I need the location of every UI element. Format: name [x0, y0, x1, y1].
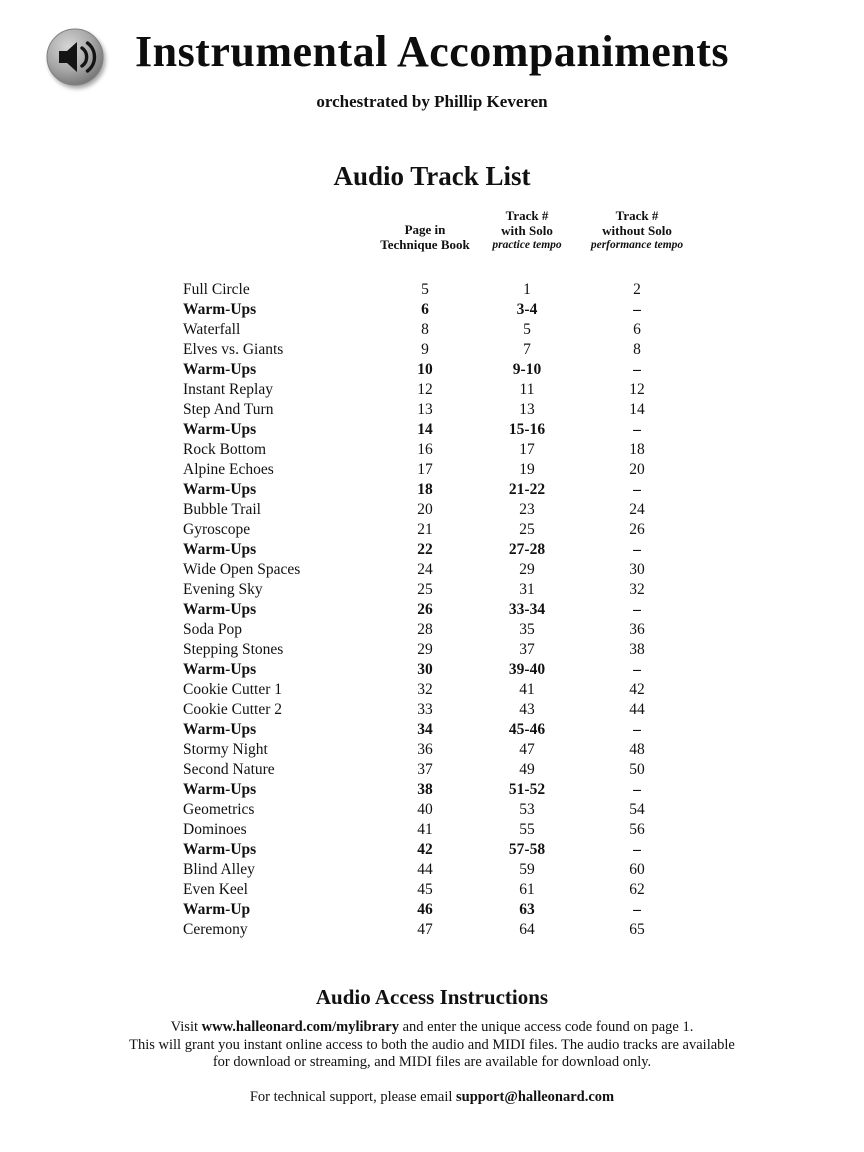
technical-support-line [0, 1089, 864, 1106]
track-row [183, 780, 697, 800]
track-page-cell: 26 [417, 601, 433, 619]
track-row [183, 660, 697, 680]
track-page-cell: 14 [417, 421, 433, 439]
track-page-cell: 13 [417, 401, 433, 419]
track-without-solo-cell: 62 [629, 881, 645, 899]
track-page-cell: 33 [417, 701, 433, 719]
track-with-solo-cell: 39-40 [508, 661, 546, 679]
track-row [183, 640, 697, 660]
track-page-cell: 25 [417, 581, 433, 599]
track-row [183, 800, 697, 820]
track-title-cell: Waterfall [183, 321, 241, 339]
track-without-solo-cell: 6 [633, 321, 641, 339]
track-page-cell: 18 [417, 481, 433, 499]
track-row [183, 340, 697, 360]
track-without-solo-cell: – [633, 841, 641, 859]
track-page-cell: 24 [417, 561, 433, 579]
track-with-solo-cell: 25 [519, 521, 535, 539]
track-without-solo-cell: 18 [629, 441, 645, 459]
track-page-cell: 47 [417, 921, 433, 939]
track-without-solo-cell: 36 [629, 621, 645, 639]
track-without-solo-cell: – [633, 481, 641, 499]
column-header-page-line2: Technique Book [380, 236, 470, 252]
track-page-cell: 16 [417, 441, 433, 459]
track-with-solo-cell: 35 [519, 621, 535, 639]
column-header-without-solo [577, 208, 697, 252]
track-with-solo-cell: 49 [519, 761, 535, 779]
column-header-page-line1: Page in [404, 221, 446, 237]
track-without-solo-cell: 12 [629, 381, 645, 399]
instructions-body [0, 1019, 864, 1072]
track-without-solo-cell: 24 [629, 501, 645, 519]
track-title-cell: Warm-Ups [183, 541, 257, 559]
track-with-solo-cell: 53 [519, 801, 535, 819]
track-without-solo-cell: – [633, 661, 641, 679]
track-with-solo-cell: 51-52 [508, 781, 546, 799]
track-row [183, 820, 697, 840]
track-table [183, 208, 697, 940]
track-with-solo-cell: 3-4 [516, 301, 538, 319]
track-row [183, 920, 697, 940]
track-title-cell: Elves vs. Giants [183, 341, 284, 359]
track-with-solo-cell: 37 [519, 641, 535, 659]
instructions-visit-suffix: and enter the unique access code found on page 1. [399, 1019, 694, 1035]
track-row [183, 440, 697, 460]
track-without-solo-cell: – [633, 421, 641, 439]
track-without-solo-cell: 42 [629, 681, 645, 699]
track-row [183, 760, 697, 780]
track-title-cell: Instant Replay [183, 381, 273, 399]
track-title-cell: Warm-Ups [183, 361, 257, 379]
track-row [183, 460, 697, 480]
track-with-solo-cell: 13 [519, 401, 535, 419]
track-title-cell: Stepping Stones [183, 641, 284, 659]
track-with-solo-cell: 5 [523, 321, 531, 339]
track-without-solo-cell: 65 [629, 921, 645, 939]
track-with-solo-cell: 21-22 [508, 481, 546, 499]
instructions-title: Audio Access Instructions [315, 985, 549, 1009]
track-title-cell: Warm-Ups [183, 661, 257, 679]
track-with-solo-cell: 41 [519, 681, 535, 699]
instructions-visit-prefix: Visit [170, 1019, 202, 1035]
track-title-cell: Warm-Up [183, 901, 251, 919]
track-row [183, 520, 697, 540]
track-row [183, 580, 697, 600]
track-without-solo-cell: – [633, 601, 641, 619]
track-page-cell: 28 [417, 621, 433, 639]
track-row [183, 320, 697, 340]
column-header-with-solo-tempo: practice tempo [492, 238, 562, 251]
track-page-cell: 6 [421, 301, 429, 319]
track-page-cell: 10 [417, 361, 433, 379]
track-with-solo-cell: 45-46 [508, 721, 546, 739]
track-page-cell: 30 [417, 661, 433, 679]
track-title-cell: Stormy Night [183, 741, 268, 759]
track-title-cell: Second Nature [183, 761, 275, 779]
track-title-cell: Soda Pop [183, 621, 242, 639]
track-page-cell: 36 [417, 741, 433, 759]
track-with-solo-cell: 11 [519, 381, 535, 399]
support-prefix: For technical support, please email [249, 1088, 457, 1105]
track-without-solo-cell: – [633, 721, 641, 739]
track-with-solo-cell: 47 [519, 741, 535, 759]
track-without-solo-cell: 14 [629, 401, 645, 419]
track-page-cell: 44 [417, 861, 433, 879]
track-title-cell: Ceremony [183, 921, 248, 939]
track-page-cell: 46 [417, 901, 433, 919]
track-without-solo-cell: 26 [629, 521, 645, 539]
track-page-cell: 41 [417, 821, 433, 839]
track-row [183, 360, 697, 380]
track-title-cell: Evening Sky [183, 581, 263, 599]
track-with-solo-cell: 19 [519, 461, 535, 479]
track-page-cell: 22 [417, 541, 433, 559]
track-with-solo-cell: 9-10 [512, 361, 542, 379]
track-row [183, 300, 697, 320]
instructions-line2: This will grant you instant online access to both the audio and MIDI files. The audio tracks are available [129, 1036, 735, 1053]
instructions-library-url: www.halleonard.com/mylibrary [201, 1019, 399, 1035]
track-with-solo-cell: 23 [519, 501, 535, 519]
track-title-cell: Cookie Cutter 2 [183, 701, 283, 719]
audio-access-instructions [0, 985, 864, 1106]
track-row [183, 540, 697, 560]
track-row [183, 620, 697, 640]
track-title-cell: Cookie Cutter 1 [183, 681, 283, 699]
track-with-solo-cell: 55 [519, 821, 535, 839]
track-page-cell: 42 [417, 841, 433, 859]
track-without-solo-cell: 56 [629, 821, 645, 839]
track-without-solo-cell: 8 [633, 341, 641, 359]
track-title-cell: Bubble Trail [183, 501, 261, 519]
track-page-cell: 32 [417, 681, 433, 699]
track-title-cell: Rock Bottom [183, 441, 267, 459]
track-without-solo-cell: 30 [629, 561, 645, 579]
track-without-solo-cell: 38 [629, 641, 645, 659]
track-page-cell: 40 [417, 801, 433, 819]
track-row [183, 280, 697, 300]
track-title-cell: Warm-Ups [183, 721, 257, 739]
track-with-solo-cell: 57-58 [508, 841, 546, 859]
track-row [183, 680, 697, 700]
track-title-cell: Warm-Ups [183, 421, 257, 439]
track-with-solo-cell: 43 [519, 701, 535, 719]
track-without-solo-cell: 44 [629, 701, 645, 719]
track-without-solo-cell: – [633, 541, 641, 559]
track-with-solo-cell: 29 [519, 561, 535, 579]
instructions-line3: for download or streaming, and MIDI files are available for download only. [212, 1054, 652, 1070]
track-with-solo-cell: 63 [519, 901, 535, 919]
track-without-solo-cell: 50 [629, 761, 645, 779]
track-without-solo-cell: – [633, 301, 641, 319]
track-page-cell: 29 [417, 641, 433, 659]
track-without-solo-cell: – [633, 361, 641, 379]
track-title-cell: Warm-Ups [183, 781, 257, 799]
column-header-without-solo-line2: without Solo [602, 223, 672, 239]
support-email: support@halleonard.com [456, 1088, 615, 1105]
track-row [183, 720, 697, 740]
track-title-cell: Blind Alley [183, 861, 255, 879]
track-page-cell: 5 [421, 281, 429, 299]
track-with-solo-cell: 17 [519, 441, 535, 459]
track-table-header [183, 208, 697, 252]
track-title-cell: Gyroscope [183, 521, 251, 539]
track-table-body [183, 280, 697, 940]
track-page-cell: 9 [421, 341, 429, 359]
track-row [183, 600, 697, 620]
track-row [183, 840, 697, 860]
track-title-cell: Dominoes [183, 821, 247, 839]
track-page-cell: 34 [417, 721, 433, 739]
track-row [183, 560, 697, 580]
track-without-solo-cell: 60 [629, 861, 645, 879]
column-header-with-solo-line2: with Solo [501, 223, 553, 239]
track-without-solo-cell: – [633, 781, 641, 799]
track-without-solo-cell: – [633, 901, 641, 919]
track-page-cell: 45 [417, 881, 433, 899]
track-row [183, 740, 697, 760]
track-title-cell: Alpine Echoes [183, 461, 274, 479]
track-with-solo-cell: 1 [523, 281, 531, 299]
column-header-without-solo-line1: Track # [615, 208, 659, 223]
track-page-cell: 17 [417, 461, 433, 479]
track-row [183, 500, 697, 520]
track-list-title: Audio Track List [333, 161, 531, 191]
track-title-cell: Full Circle [183, 281, 250, 299]
track-title-cell: Geometrics [183, 801, 255, 819]
track-with-solo-cell: 61 [519, 881, 535, 899]
track-with-solo-cell: 15-16 [508, 421, 546, 439]
track-without-solo-cell: 2 [633, 281, 641, 299]
track-page-cell: 8 [421, 321, 429, 339]
page-subtitle: orchestrated by Phillip Keveren [316, 92, 548, 111]
column-header-with-solo-line1: Track # [505, 208, 549, 223]
track-row [183, 900, 697, 920]
track-row [183, 420, 697, 440]
track-title-cell: Warm-Ups [183, 841, 257, 859]
track-with-solo-cell: 59 [519, 861, 535, 879]
track-without-solo-cell: 20 [629, 461, 645, 479]
track-row [183, 880, 697, 900]
track-page-cell: 21 [417, 521, 433, 539]
track-without-solo-cell: 54 [629, 801, 645, 819]
track-with-solo-cell: 33-34 [508, 601, 546, 619]
track-with-solo-cell: 27-28 [508, 541, 546, 559]
track-title-cell: Warm-Ups [183, 481, 257, 499]
track-title-cell: Step And Turn [183, 401, 274, 419]
track-with-solo-cell: 7 [523, 341, 531, 359]
track-without-solo-cell: 32 [629, 581, 645, 599]
column-header-without-solo-tempo: performance tempo [590, 238, 684, 251]
track-row [183, 400, 697, 420]
column-header-with-solo [477, 208, 577, 252]
track-title-cell: Warm-Ups [183, 601, 257, 619]
track-without-solo-cell: 48 [629, 741, 645, 759]
track-title-cell: Warm-Ups [183, 301, 257, 319]
track-page-cell: 12 [417, 381, 433, 399]
page-title: Instrumental Accompaniments [134, 27, 730, 76]
track-row [183, 700, 697, 720]
track-page-cell: 38 [417, 781, 433, 799]
track-with-solo-cell: 31 [519, 581, 535, 599]
track-page-cell: 37 [417, 761, 433, 779]
column-header-page [373, 222, 477, 253]
track-title-cell: Even Keel [183, 881, 248, 899]
track-row [183, 860, 697, 880]
track-title-cell: Wide Open Spaces [183, 561, 301, 579]
track-page-cell: 20 [417, 501, 433, 519]
track-with-solo-cell: 64 [519, 921, 535, 939]
track-row [183, 480, 697, 500]
track-row [183, 380, 697, 400]
